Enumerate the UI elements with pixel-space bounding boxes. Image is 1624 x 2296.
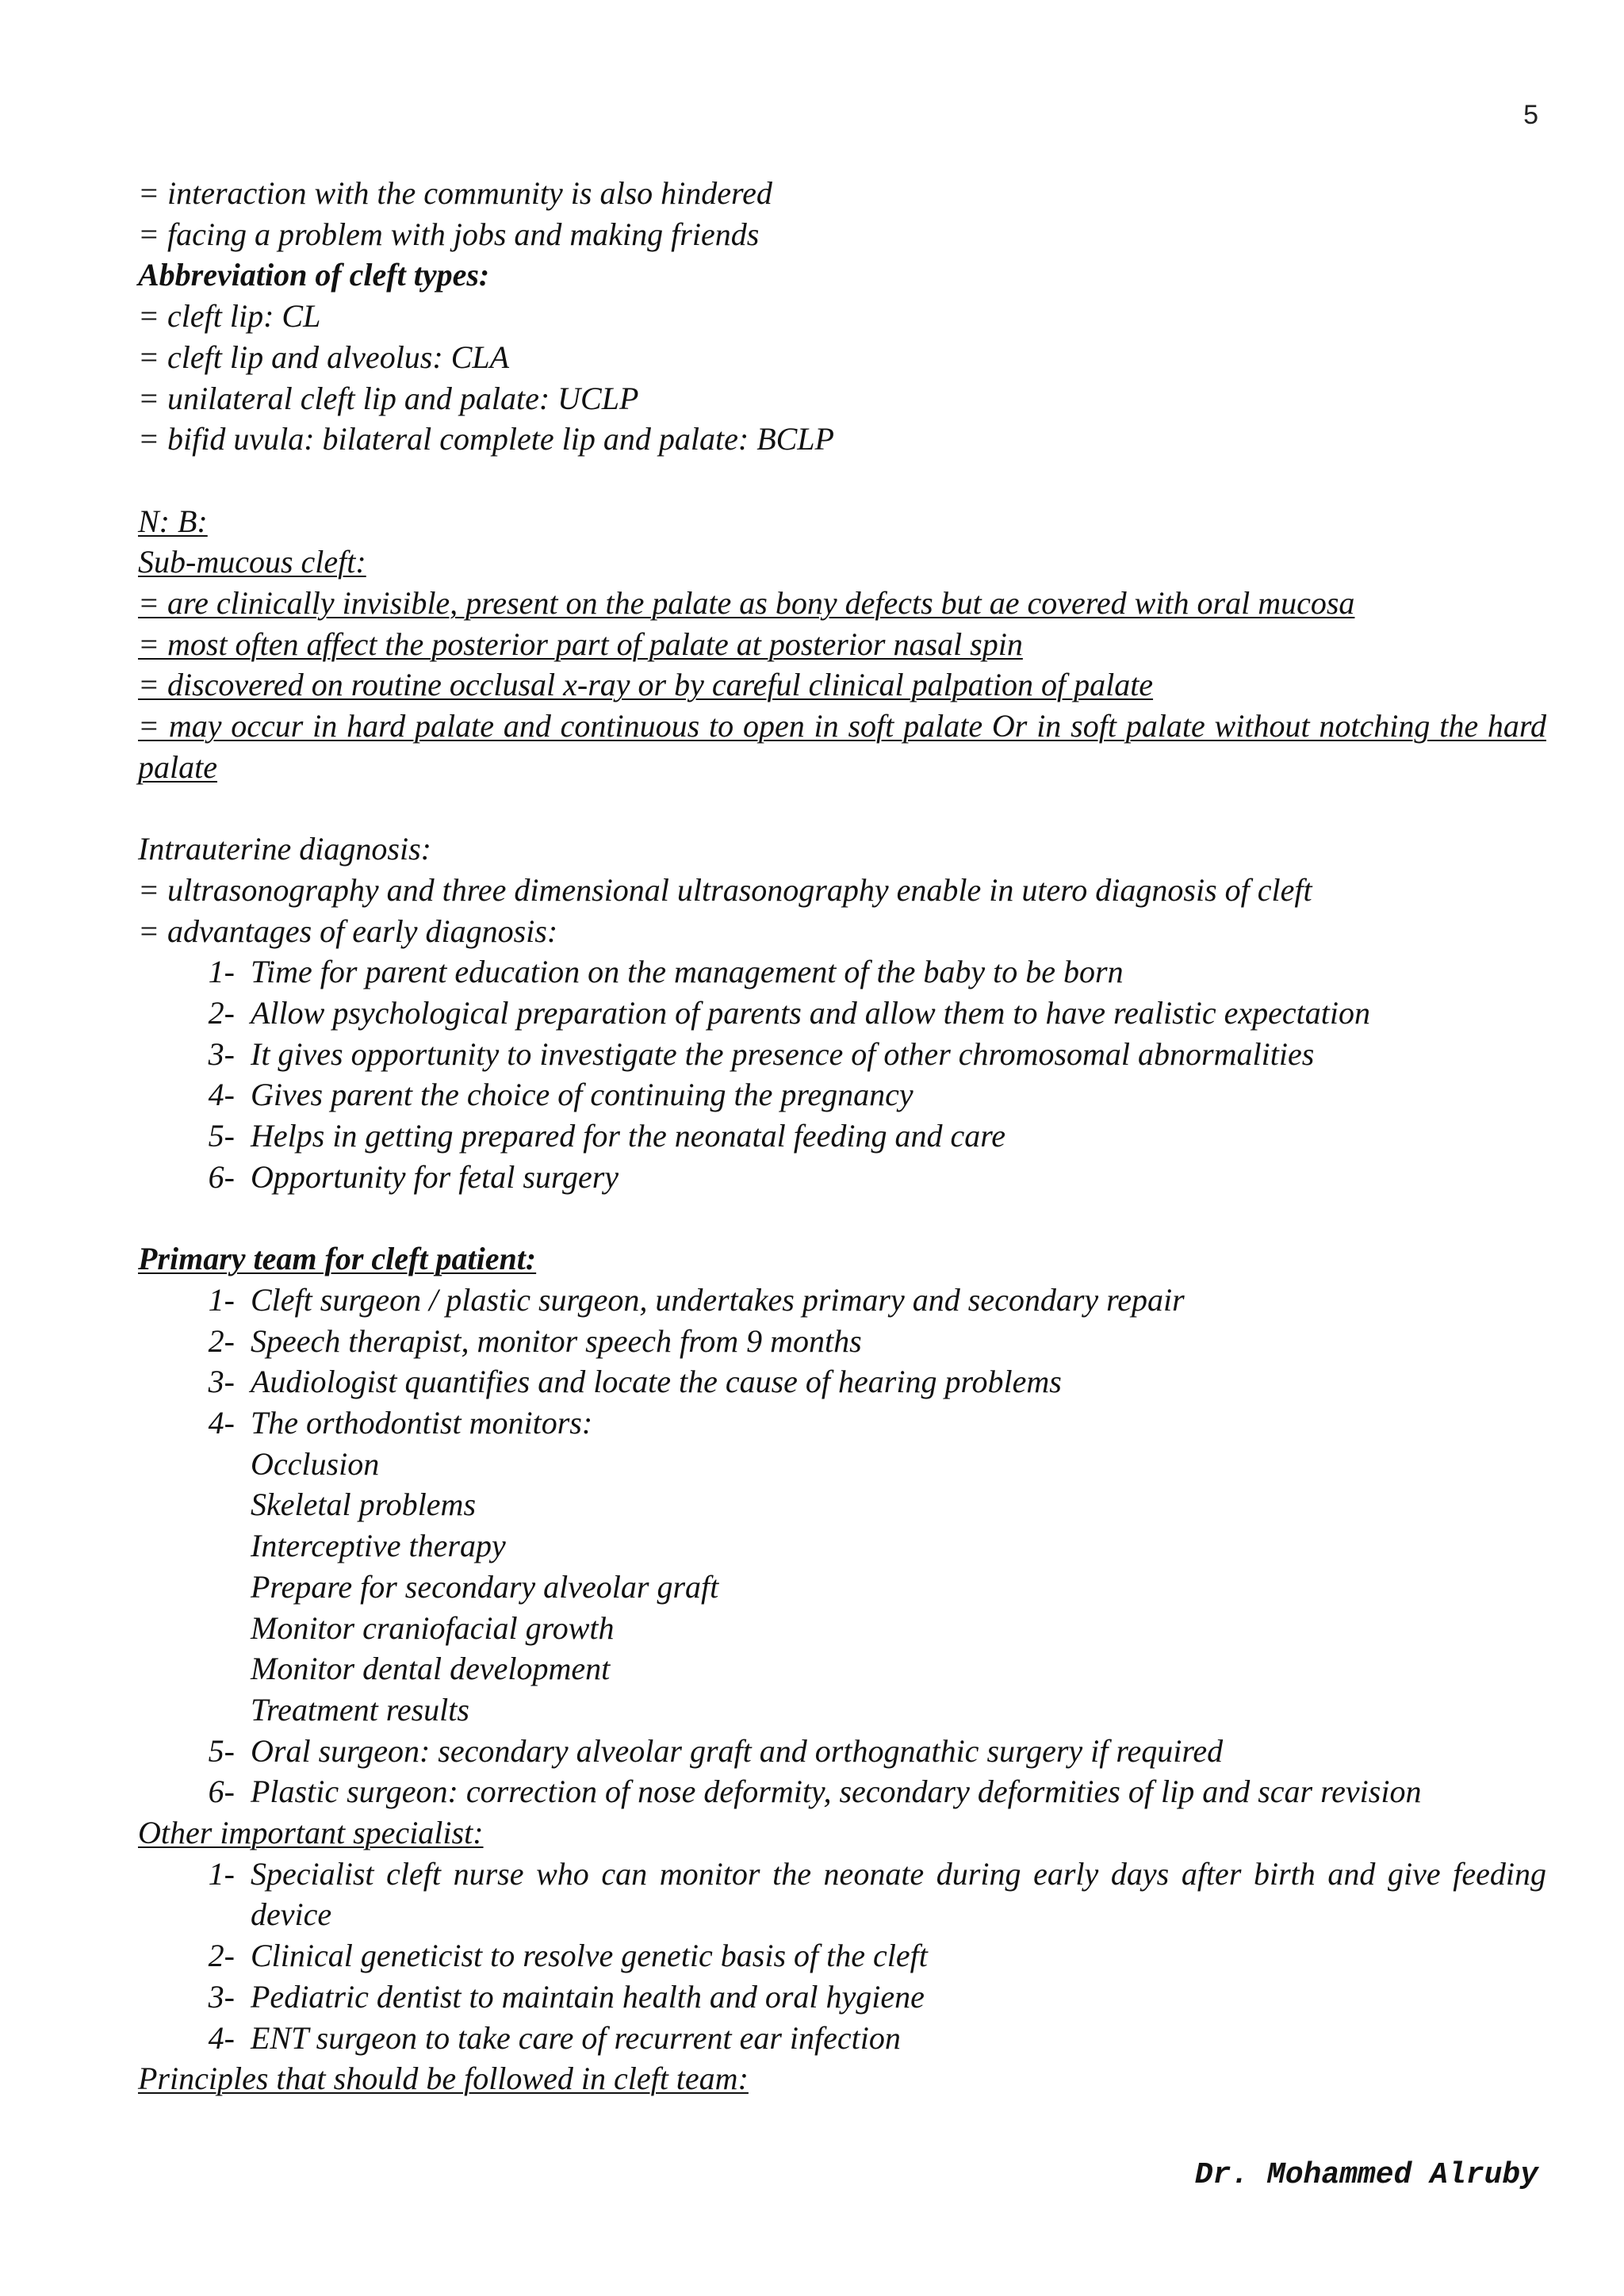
list-text: Gives parent the choice of continuing the pregnancy (251, 1077, 914, 1113)
submucous-item: = are clinically invisible, present on the palate as bony defects but ae covered with oral mucosa (138, 585, 1355, 622)
list-text: Cleft surgeon / plastic surgeon, undertakes primary and secondary repair (251, 1281, 1185, 1318)
other-specialist-heading: Other important specialist: (138, 1815, 484, 1851)
page-number: 5 (1523, 100, 1538, 130)
list-item (138, 1157, 1546, 1198)
list-number: 4- (208, 2019, 235, 2056)
list-text: Audiologist quantifies and locate the cause of hearing problems (251, 1364, 1062, 1400)
list-number: 3- (208, 1364, 235, 1400)
list-item (138, 1321, 1546, 1362)
spacer (138, 788, 1546, 829)
list-text: Clinical geneticist to resolve genetic basis of the cleft (251, 1938, 928, 1974)
orthodontist-subitem: Monitor craniofacial growth (251, 1609, 615, 1646)
list-item (138, 1074, 1546, 1115)
primary-team-list-continued (138, 1731, 1546, 1812)
submucous-item: = may occur in hard palate and continuous to open in soft palate Or in soft palate without notching the hard palate (138, 708, 1546, 785)
list-number: 3- (208, 1978, 235, 2015)
abbreviation-heading: Abbreviation of cleft types: (138, 257, 490, 293)
list-number: 1- (208, 1281, 235, 1318)
list-number: 6- (208, 1158, 235, 1195)
list-item (138, 2018, 1546, 2059)
list-text: Time for parent education on the management of the baby to be born (251, 954, 1124, 990)
abbreviation-item: = bifid uvula: bilateral complete lip and palate: BCLP (138, 421, 834, 457)
text-line: = facing a problem with jobs and making friends (138, 216, 760, 252)
list-number: 4- (208, 1405, 235, 1441)
list-number: 2- (208, 995, 235, 1031)
list-item (138, 1361, 1546, 1402)
abbreviation-item: = cleft lip: CL (138, 298, 321, 335)
list-number: 2- (208, 1938, 235, 1974)
list-text: Pediatric dentist to maintain health and oral hygiene (251, 1978, 925, 2015)
spacer (138, 460, 1546, 501)
submucous-heading: Sub-mucous cleft: (138, 544, 366, 580)
list-number: 6- (208, 1774, 235, 1810)
list-text: Plastic surgeon: correction of nose deformity, secondary deformities of lip and scar revision (251, 1774, 1422, 1810)
list-text: It gives opportunity to investigate the presence of other chromosomal abnormalities (251, 1035, 1315, 1072)
nb-label: N: B: (138, 503, 208, 539)
list-item (138, 1034, 1546, 1075)
list-item (138, 1854, 1546, 1935)
list-item (138, 1976, 1546, 2018)
list-number: 3- (208, 1035, 235, 1072)
list-item (138, 1115, 1546, 1157)
list-number: 4- (208, 1077, 235, 1113)
other-specialist-list (138, 1854, 1546, 2059)
primary-team-heading: Primary team for cleft patient: (138, 1241, 537, 1277)
intrauterine-heading: Intrauterine diagnosis: (138, 831, 431, 867)
list-number: 5- (208, 1732, 235, 1769)
list-text: The orthodontist monitors: (251, 1405, 593, 1441)
orthodontist-subitem: Prepare for secondary alveolar graft (251, 1568, 719, 1605)
list-item (138, 1280, 1546, 1321)
orthodontist-subitem: Monitor dental development (251, 1651, 611, 1687)
list-text: Helps in getting prepared for the neonatal feeding and care (251, 1118, 1006, 1154)
submucous-item: = discovered on routine occlusal x-ray or by careful clinical palpation of palate (138, 667, 1154, 703)
abbreviation-item: = unilateral cleft lip and palate: UCLP (138, 380, 639, 416)
list-item (138, 1771, 1546, 1812)
list-item (138, 1731, 1546, 1772)
advantages-list (138, 951, 1546, 1197)
submucous-item: = most often affect the posterior part of palate at posterior nasal spin (138, 626, 1023, 662)
page-content (138, 173, 1546, 2099)
text-line: = interaction with the community is also hindered (138, 175, 772, 211)
primary-team-list (138, 1280, 1546, 1444)
list-item (138, 1935, 1546, 1976)
list-item (138, 993, 1546, 1034)
list-number: 5- (208, 1118, 235, 1154)
text-line: = ultrasonography and three dimensional ultrasonography enable in utero diagnosis of cleft (138, 871, 1312, 908)
orthodontist-subitem: Interceptive therapy (251, 1528, 506, 1564)
orthodontist-subitem: Treatment results (251, 1691, 469, 1728)
list-number: 1- (208, 954, 235, 990)
principles-heading: Principles that should be followed in cleft team: (138, 2061, 749, 2097)
spacer (138, 1198, 1546, 1239)
list-text: ENT surgeon to take care of recurrent ear infection (251, 2019, 901, 2056)
list-item (138, 1402, 1546, 1444)
list-number: 2- (208, 1322, 235, 1359)
list-item (138, 951, 1546, 993)
orthodontist-subitem: Skeletal problems (251, 1487, 477, 1523)
orthodontist-subitem: Occlusion (251, 1445, 380, 1482)
text-line: = advantages of early diagnosis: (138, 913, 558, 949)
abbreviation-item: = cleft lip and alveolus: CLA (138, 339, 510, 375)
list-text: Oral surgeon: secondary alveolar graft and orthognathic surgery if required (251, 1732, 1224, 1769)
list-text: Allow psychological preparation of parents and allow them to have realistic expectation (251, 995, 1371, 1031)
author-footer: Dr. Mohammed Alruby (1194, 2158, 1538, 2192)
list-number: 1- (208, 1855, 235, 1892)
list-text: Opportunity for fetal surgery (251, 1158, 619, 1195)
list-text: Speech therapist, monitor speech from 9 months (251, 1322, 862, 1359)
list-text: Specialist cleft nurse who can monitor the neonate during early days after birth and give feeding device (251, 1855, 1546, 1933)
